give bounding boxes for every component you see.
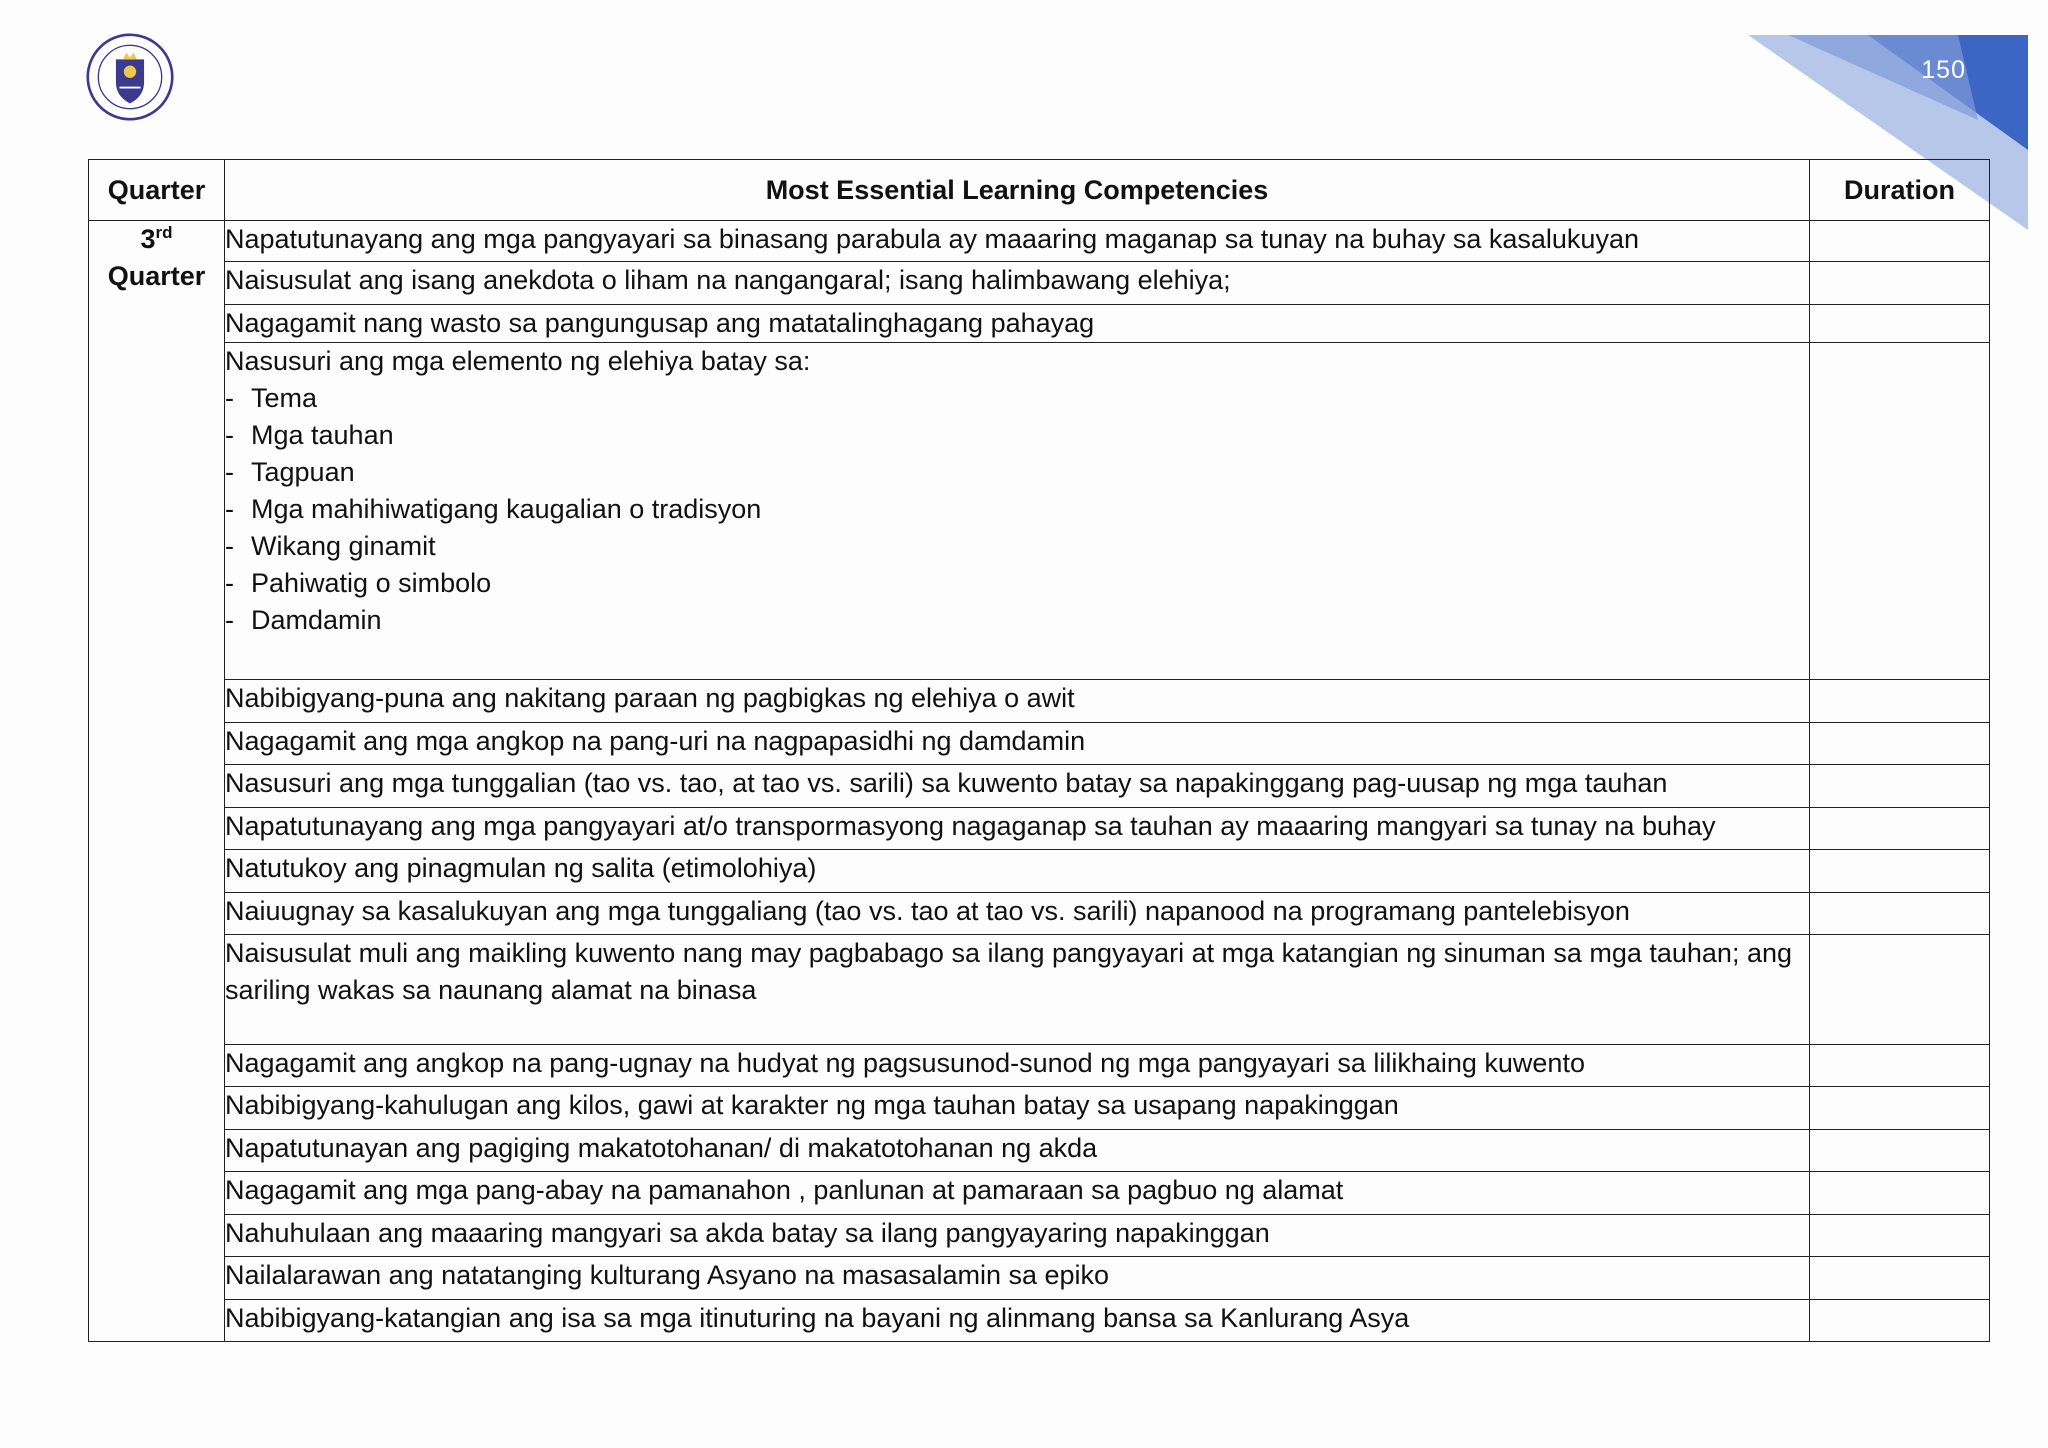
duration-cell [1810, 850, 1990, 893]
elehiya-element: Pahiwatig o simbolo [251, 568, 492, 598]
header-quarter: Quarter [89, 160, 225, 221]
competency-cell: Nabibigyang-kahulugan ang kilos, gawi at karakter ng mga tauhan batay sa usapang napakinggan [225, 1087, 1810, 1130]
elehiya-element: Mga tauhan [251, 420, 394, 450]
table-row [89, 1045, 1990, 1087]
quarter-suffix: rd [155, 223, 173, 242]
table-row [89, 935, 1990, 1045]
competency-cell: Nagagamit nang wasto sa pangungusap ang matatalinghagang pahayag [225, 305, 1810, 343]
list-item [225, 602, 1809, 639]
duration-cell [1810, 221, 1990, 262]
list-item [225, 528, 1809, 565]
bullet-marker: - [225, 531, 234, 561]
duration-cell [1810, 1130, 1990, 1172]
competency-cell: Nabibigyang-katangian ang isa sa mga itinuturing na bayani ng alinmang bansa sa Kanlurang Asya [225, 1300, 1810, 1342]
competency-cell: Nasusuri ang mga tunggalian (tao vs. tao, at tao vs. sarili) sa kuwento batay sa napakinggang pag-uusap ng mga tauhan [225, 765, 1810, 808]
duration-cell [1810, 1087, 1990, 1130]
table-row [89, 850, 1990, 893]
page-number: 150 [1921, 56, 1966, 84]
list-item [225, 380, 1809, 417]
elehiya-element: Tema [251, 383, 318, 413]
header-duration: Duration [1810, 160, 1990, 221]
competency-cell: Naisusulat muli ang maikling kuwento nang may pagbabago sa ilang pangyayari at mga katangian ng sinuman sa mga tauhan; ang sariling wakas sa naunang alamat na binasa [225, 935, 1810, 1045]
list-item [225, 491, 1809, 528]
competency-cell: Nabibigyang-puna ang nakitang paraan ng pagbigkas ng elehiya o awit [225, 680, 1810, 723]
table-row [89, 343, 1990, 680]
duration-cell [1810, 262, 1990, 305]
table-row [89, 1300, 1990, 1342]
duration-cell [1810, 1045, 1990, 1087]
duration-cell [1810, 893, 1990, 935]
duration-cell [1810, 1215, 1990, 1257]
list-item [225, 454, 1809, 491]
table-row [89, 305, 1990, 343]
duration-cell [1810, 935, 1990, 1045]
competency-cell: Nagagamit ang mga angkop na pang-uri na nagpapasidhi ng damdamin [225, 723, 1810, 765]
competency-cell: Napatutunayan ang pagiging makatotohanan/ di makatotohanan ng akda [225, 1130, 1810, 1172]
duration-cell [1810, 1257, 1990, 1300]
table-row [89, 680, 1990, 723]
bullet-marker: - [225, 605, 234, 635]
quarter-cell [89, 221, 225, 1342]
table-row [89, 221, 1990, 262]
competency-cell: Nahuhulaan ang maaaring mangyari sa akda batay sa ilang pangyayaring napakinggan [225, 1215, 1810, 1257]
competency-cell: Nagagamit ang mga pang-abay na pamanahon , panlunan at pamaraan sa pagbuo ng alamat [225, 1172, 1810, 1215]
quarter-word: Quarter [107, 261, 206, 291]
table-row [89, 893, 1990, 935]
bullet-marker: - [225, 420, 234, 450]
duration-cell [1810, 1172, 1990, 1215]
competency-cell: Natutukoy ang pinagmulan ng salita (etimolohiya) [225, 850, 1810, 893]
deped-seal-logo [86, 33, 174, 121]
competency-cell: Naisusulat ang isang anekdota o liham na nangangaral; isang halimbawang elehiya; [225, 262, 1810, 305]
elehiya-element: Mga mahihiwatigang kaugalian o tradisyon [251, 494, 762, 524]
melc-table [88, 159, 1990, 1342]
duration-cell [1810, 723, 1990, 765]
competency-cell: Nagagamit ang angkop na pang-ugnay na hudyat ng pagsusunod-sunod ng mga pangyayari sa lilikhaing kuwento [225, 1045, 1810, 1087]
elehiya-element: Tagpuan [251, 457, 355, 487]
header-competencies: Most Essential Learning Competencies [225, 160, 1810, 221]
table-row [89, 1172, 1990, 1215]
bullet-marker: - [225, 494, 234, 524]
list-item [225, 417, 1809, 454]
table-row [89, 808, 1990, 850]
table-row [89, 765, 1990, 808]
table-header-row [89, 160, 1990, 221]
duration-cell [1810, 343, 1990, 680]
competency-cell-elehiya [225, 343, 1810, 680]
table-row [89, 723, 1990, 765]
competency-cell: Napatutunayang ang mga pangyayari sa binasang parabula ay maaaring maganap sa tunay na buhay sa kasalukuyan [225, 221, 1810, 262]
elehiya-element: Wikang ginamit [251, 531, 436, 561]
competency-text: Nasusuri ang mga elemento ng elehiya batay sa: [225, 346, 811, 376]
table-row [89, 1215, 1990, 1257]
duration-cell [1810, 808, 1990, 850]
elehiya-element: Damdamin [251, 605, 382, 635]
duration-cell [1810, 305, 1990, 343]
bullet-marker: - [225, 383, 234, 413]
duration-cell [1810, 1300, 1990, 1342]
competency-cell: Naiuugnay sa kasalukuyan ang mga tunggaliang (tao vs. tao at tao vs. sarili) napanood na programang pantelebisyon [225, 893, 1810, 935]
list-item [225, 565, 1809, 602]
table-row [89, 1257, 1990, 1300]
bullet-marker: - [225, 457, 234, 487]
table-row [89, 262, 1990, 305]
bullet-marker: - [225, 568, 234, 598]
duration-cell [1810, 765, 1990, 808]
duration-cell [1810, 680, 1990, 723]
table-row [89, 1130, 1990, 1172]
quarter-number: 3 [140, 224, 156, 254]
table-row [89, 1087, 1990, 1130]
competency-cell: Nailalarawan ang natatanging kulturang Asyano na masasalamin sa epiko [225, 1257, 1810, 1300]
competency-cell: Napatutunayang ang mga pangyayari at/o transpormasyong nagaganap sa tauhan ay maaaring mangyari sa tunay na buhay [225, 808, 1810, 850]
